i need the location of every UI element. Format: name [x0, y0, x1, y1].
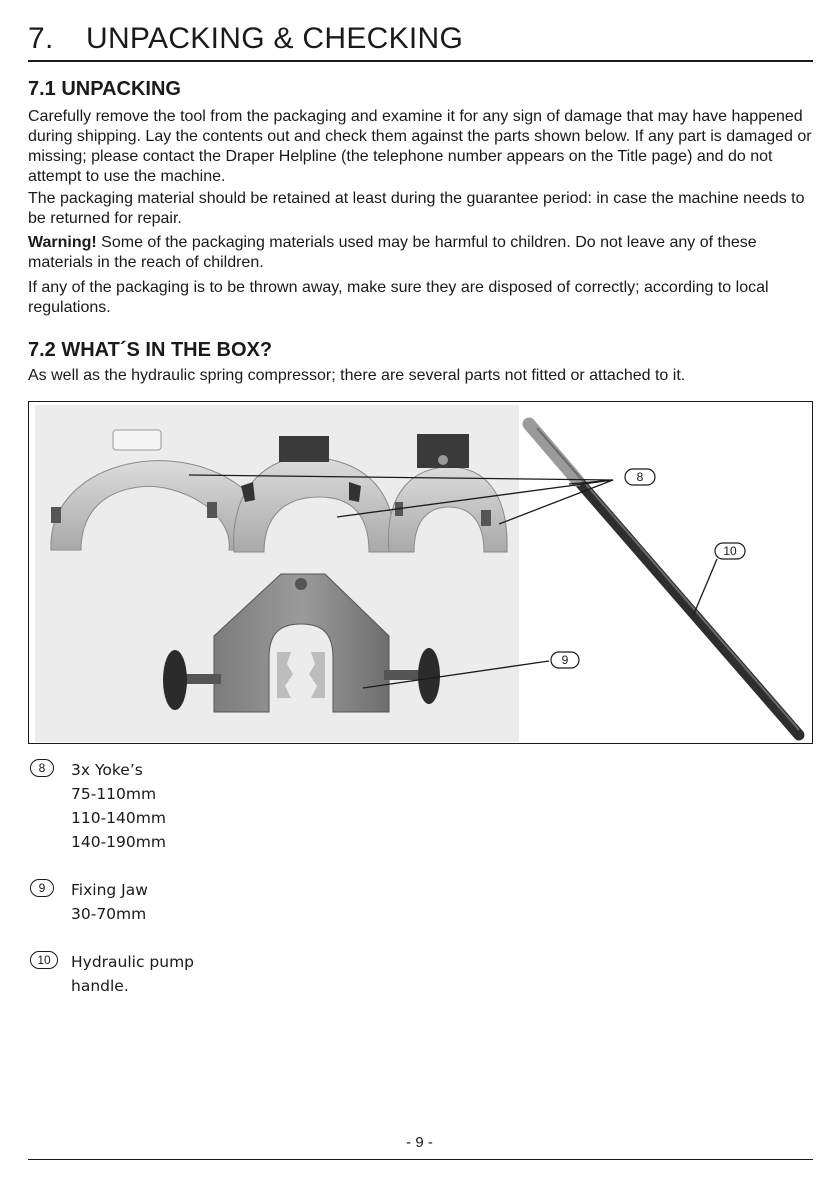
- legend-line: Hydraulic pump: [71, 953, 195, 971]
- callout-10: 10: [723, 544, 737, 558]
- legend-line: 110-140mm: [71, 809, 166, 827]
- callout-8: 8: [636, 470, 644, 484]
- pump-handle: [529, 424, 799, 735]
- callout-9: 9: [561, 653, 569, 667]
- page-number: - 9 -: [406, 1134, 433, 1151]
- legend-number-9: 9: [30, 879, 54, 897]
- legend-line: 140-190mm: [71, 833, 166, 851]
- unpacking-paragraph-1: Carefully remove the tool from the packaging and examine it for any sign of damage that may have happened during shipping. Lay the contents out and check them against the parts shown below. If any part is damaged or missing; please contact the Draper Helpline (the telephone number appears on the Title page) and do not attempt to use the machine.: [28, 108, 812, 185]
- section-title: UNPACKING & CHECKING: [86, 22, 464, 55]
- footer-rule: [28, 1159, 813, 1160]
- unpacking-paragraph-4: If any of the packaging is to be thrown away, make sure they are disposed of correctly; according to local regulations.: [28, 279, 769, 316]
- legend-line: 3x Yoke’s: [71, 761, 143, 779]
- page-title: [28, 22, 463, 56]
- section-number: 7.: [28, 22, 54, 55]
- title-rule: [28, 60, 813, 62]
- parts-photo: [28, 401, 813, 744]
- warning-paragraph: [28, 233, 818, 273]
- legend-number-10: 10: [30, 951, 58, 969]
- legend-line: 30-70mm: [71, 905, 147, 923]
- legend-line: handle.: [71, 977, 129, 995]
- unpacking-heading: 7.1 UNPACKING: [28, 78, 181, 100]
- parts-photo-drawing: [29, 402, 813, 744]
- unpacking-paragraph-2: The packaging material should be retained at least during the guarantee period: in case the machine needs to be returned for repair.: [28, 190, 805, 227]
- legend-line: Fixing Jaw: [71, 881, 148, 899]
- warning-text: Some of the packaging materials used may be harmful to children. Do not leave any of these materials in the reach of children.: [28, 234, 757, 271]
- legend-line: 75-110mm: [71, 785, 157, 803]
- legend-number-8: 8: [30, 759, 54, 777]
- warning-label: Warning!: [28, 234, 97, 251]
- box-intro: As well as the hydraulic spring compressor; there are several parts not fitted or attached to it.: [28, 367, 686, 384]
- box-heading: 7.2 WHAT´S IN THE BOX?: [28, 339, 273, 361]
